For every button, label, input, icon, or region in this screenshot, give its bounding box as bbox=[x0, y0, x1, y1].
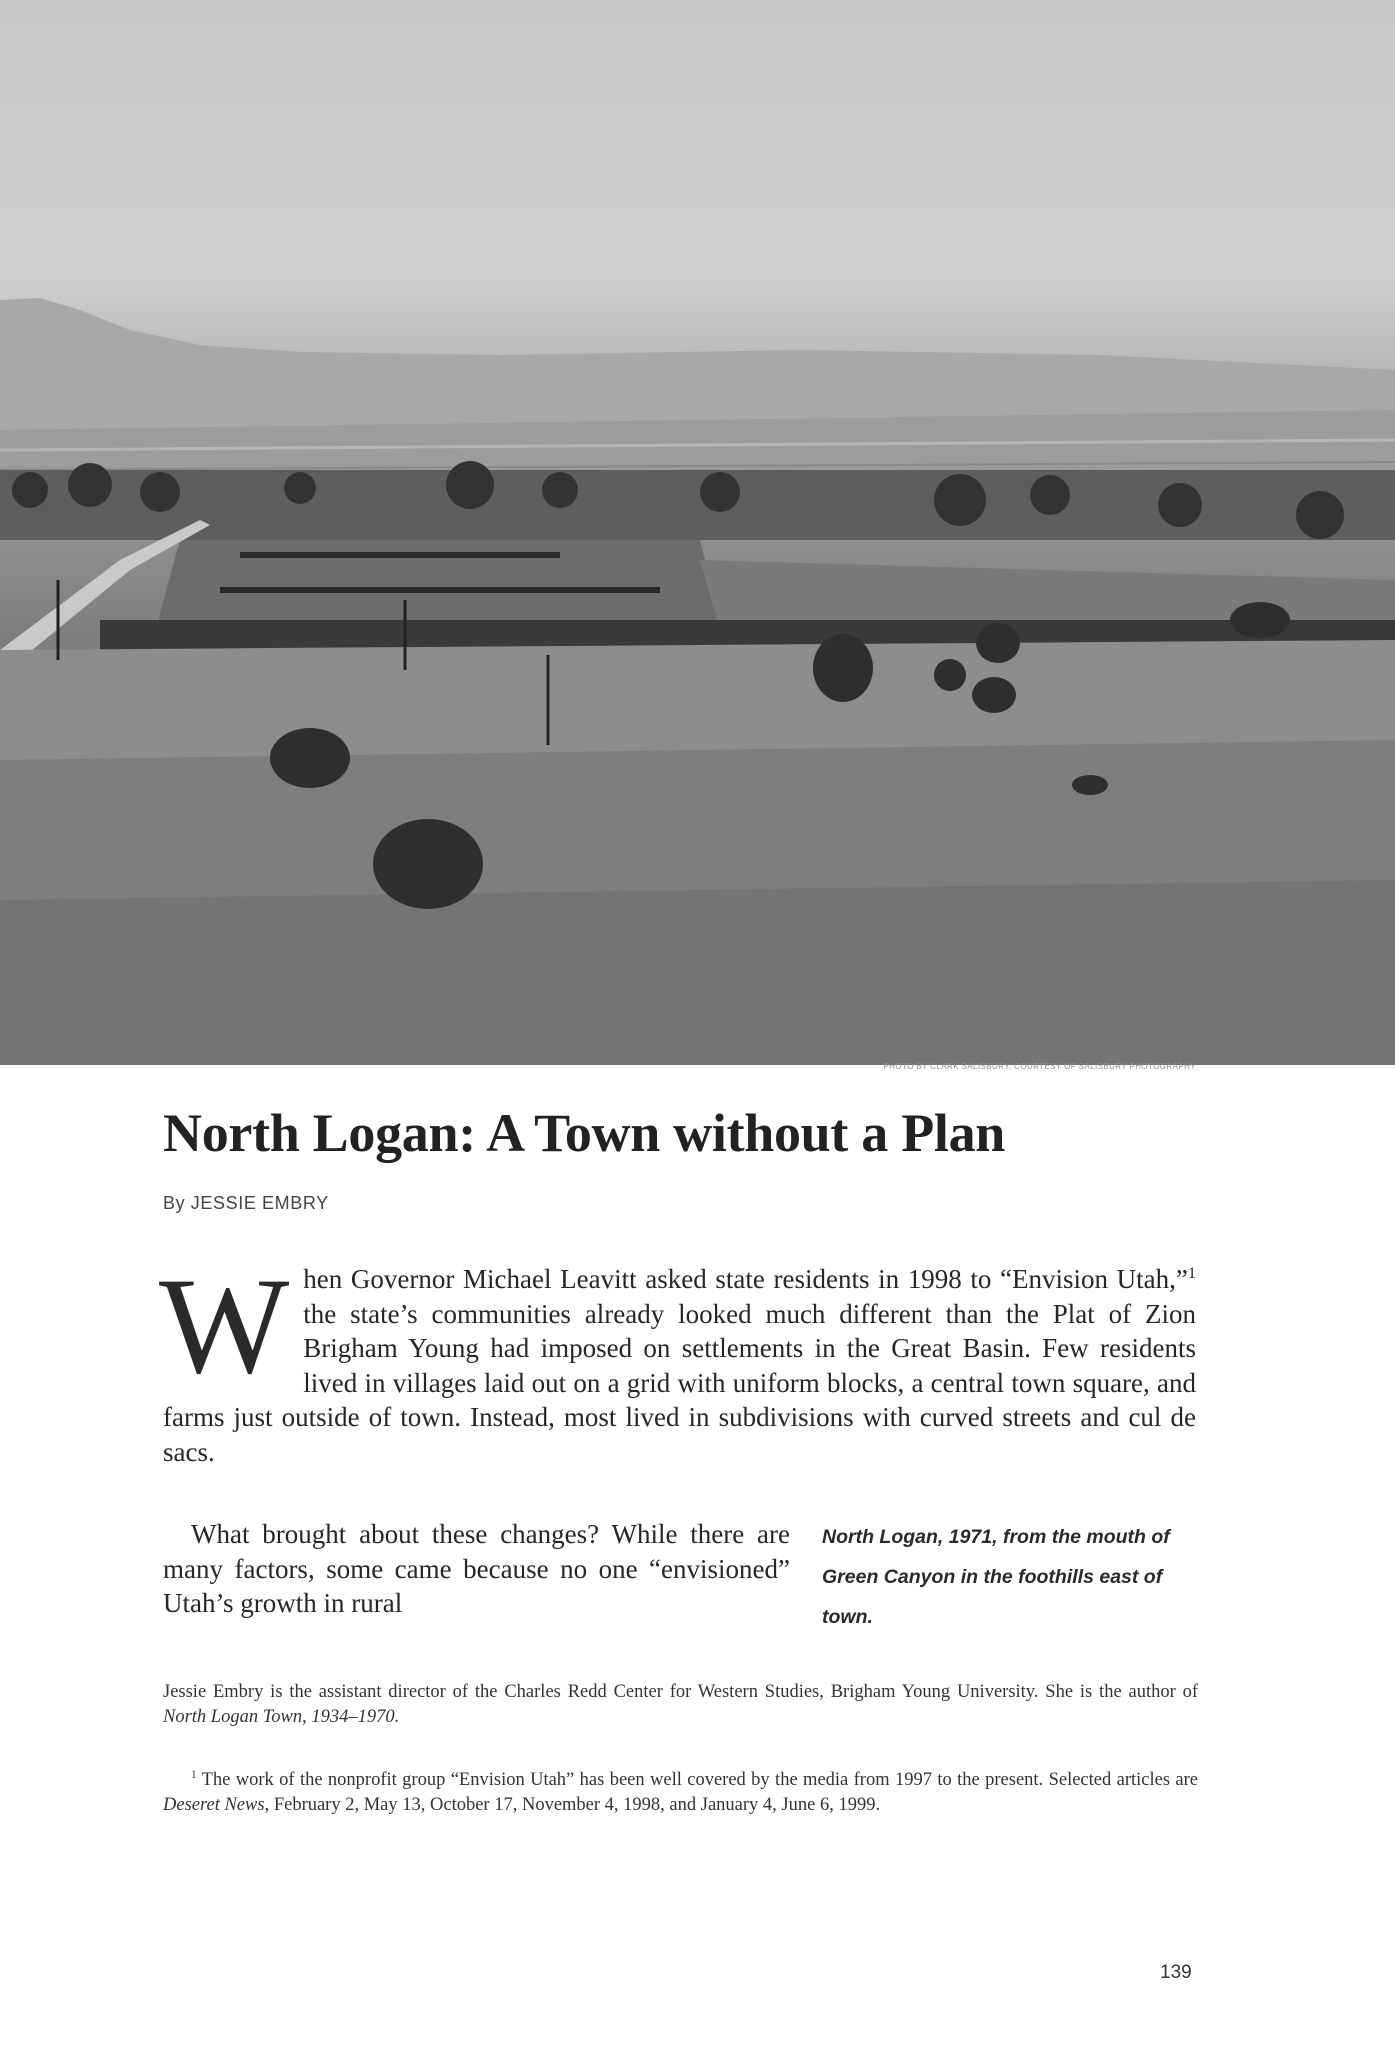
paragraph-1-rest: the state’s communities already looked much different than the Plat of Zion Brigham Young had imposed on settlements in the Great Basin. Few residents lived in villages laid out on a grid with uniform blocks, a central town square, and farms just outside of town. Instead, most lived in subdivisions with curved streets and cul de sacs. bbox=[163, 1298, 1196, 1467]
body-paragraph-2: What brought about these changes? While there are many factors, some came because no one “envisioned” Utah’s growth in rural bbox=[163, 1519, 790, 1618]
newspaper-title: Deseret News bbox=[163, 1795, 265, 1815]
paragraph-1-start: hen Governor Michael Leavitt asked state residents in 1998 to “Envision Utah,” bbox=[303, 1264, 1188, 1294]
footnote-text-2: , February 2, May 13, October 17, November 4, 1998, and January 4, June 6, 1999. bbox=[264, 1795, 881, 1815]
article-title: North Logan: A Town without a Plan bbox=[163, 1103, 1006, 1163]
footnote-ref: 1 bbox=[1187, 1264, 1196, 1282]
footnote-text-1: The work of the nonprofit group “Envision Utah” has been well covered by the media from 1997 to the present. Selected articles are bbox=[196, 1770, 1198, 1790]
footnote-number: 1 bbox=[191, 1768, 197, 1781]
author-bio bbox=[163, 1680, 1198, 1730]
bio-text: Jessie Embry is the assistant director of the Charles Redd Center for Western Studies, Brigham Young University. She is the author of bbox=[163, 1682, 1198, 1702]
drop-cap: W bbox=[159, 1249, 290, 1402]
book-title: North Logan Town, 1934–1970. bbox=[163, 1707, 400, 1727]
byline: By JESSIE EMBRY bbox=[163, 1193, 329, 1213]
body-paragraph-1 bbox=[159, 1249, 1196, 1469]
photo-caption: North Logan, 1971, from the mouth of Green Canyon in the foothills east of town. bbox=[822, 1526, 1170, 1628]
page-number: 139 bbox=[1160, 1962, 1192, 1983]
photo-credit: PHOTO BY CLARK SALISBURY, COURTESY OF SALISBURY PHOTOGRAPHY bbox=[883, 1062, 1196, 1071]
footnote bbox=[163, 1768, 1198, 1818]
